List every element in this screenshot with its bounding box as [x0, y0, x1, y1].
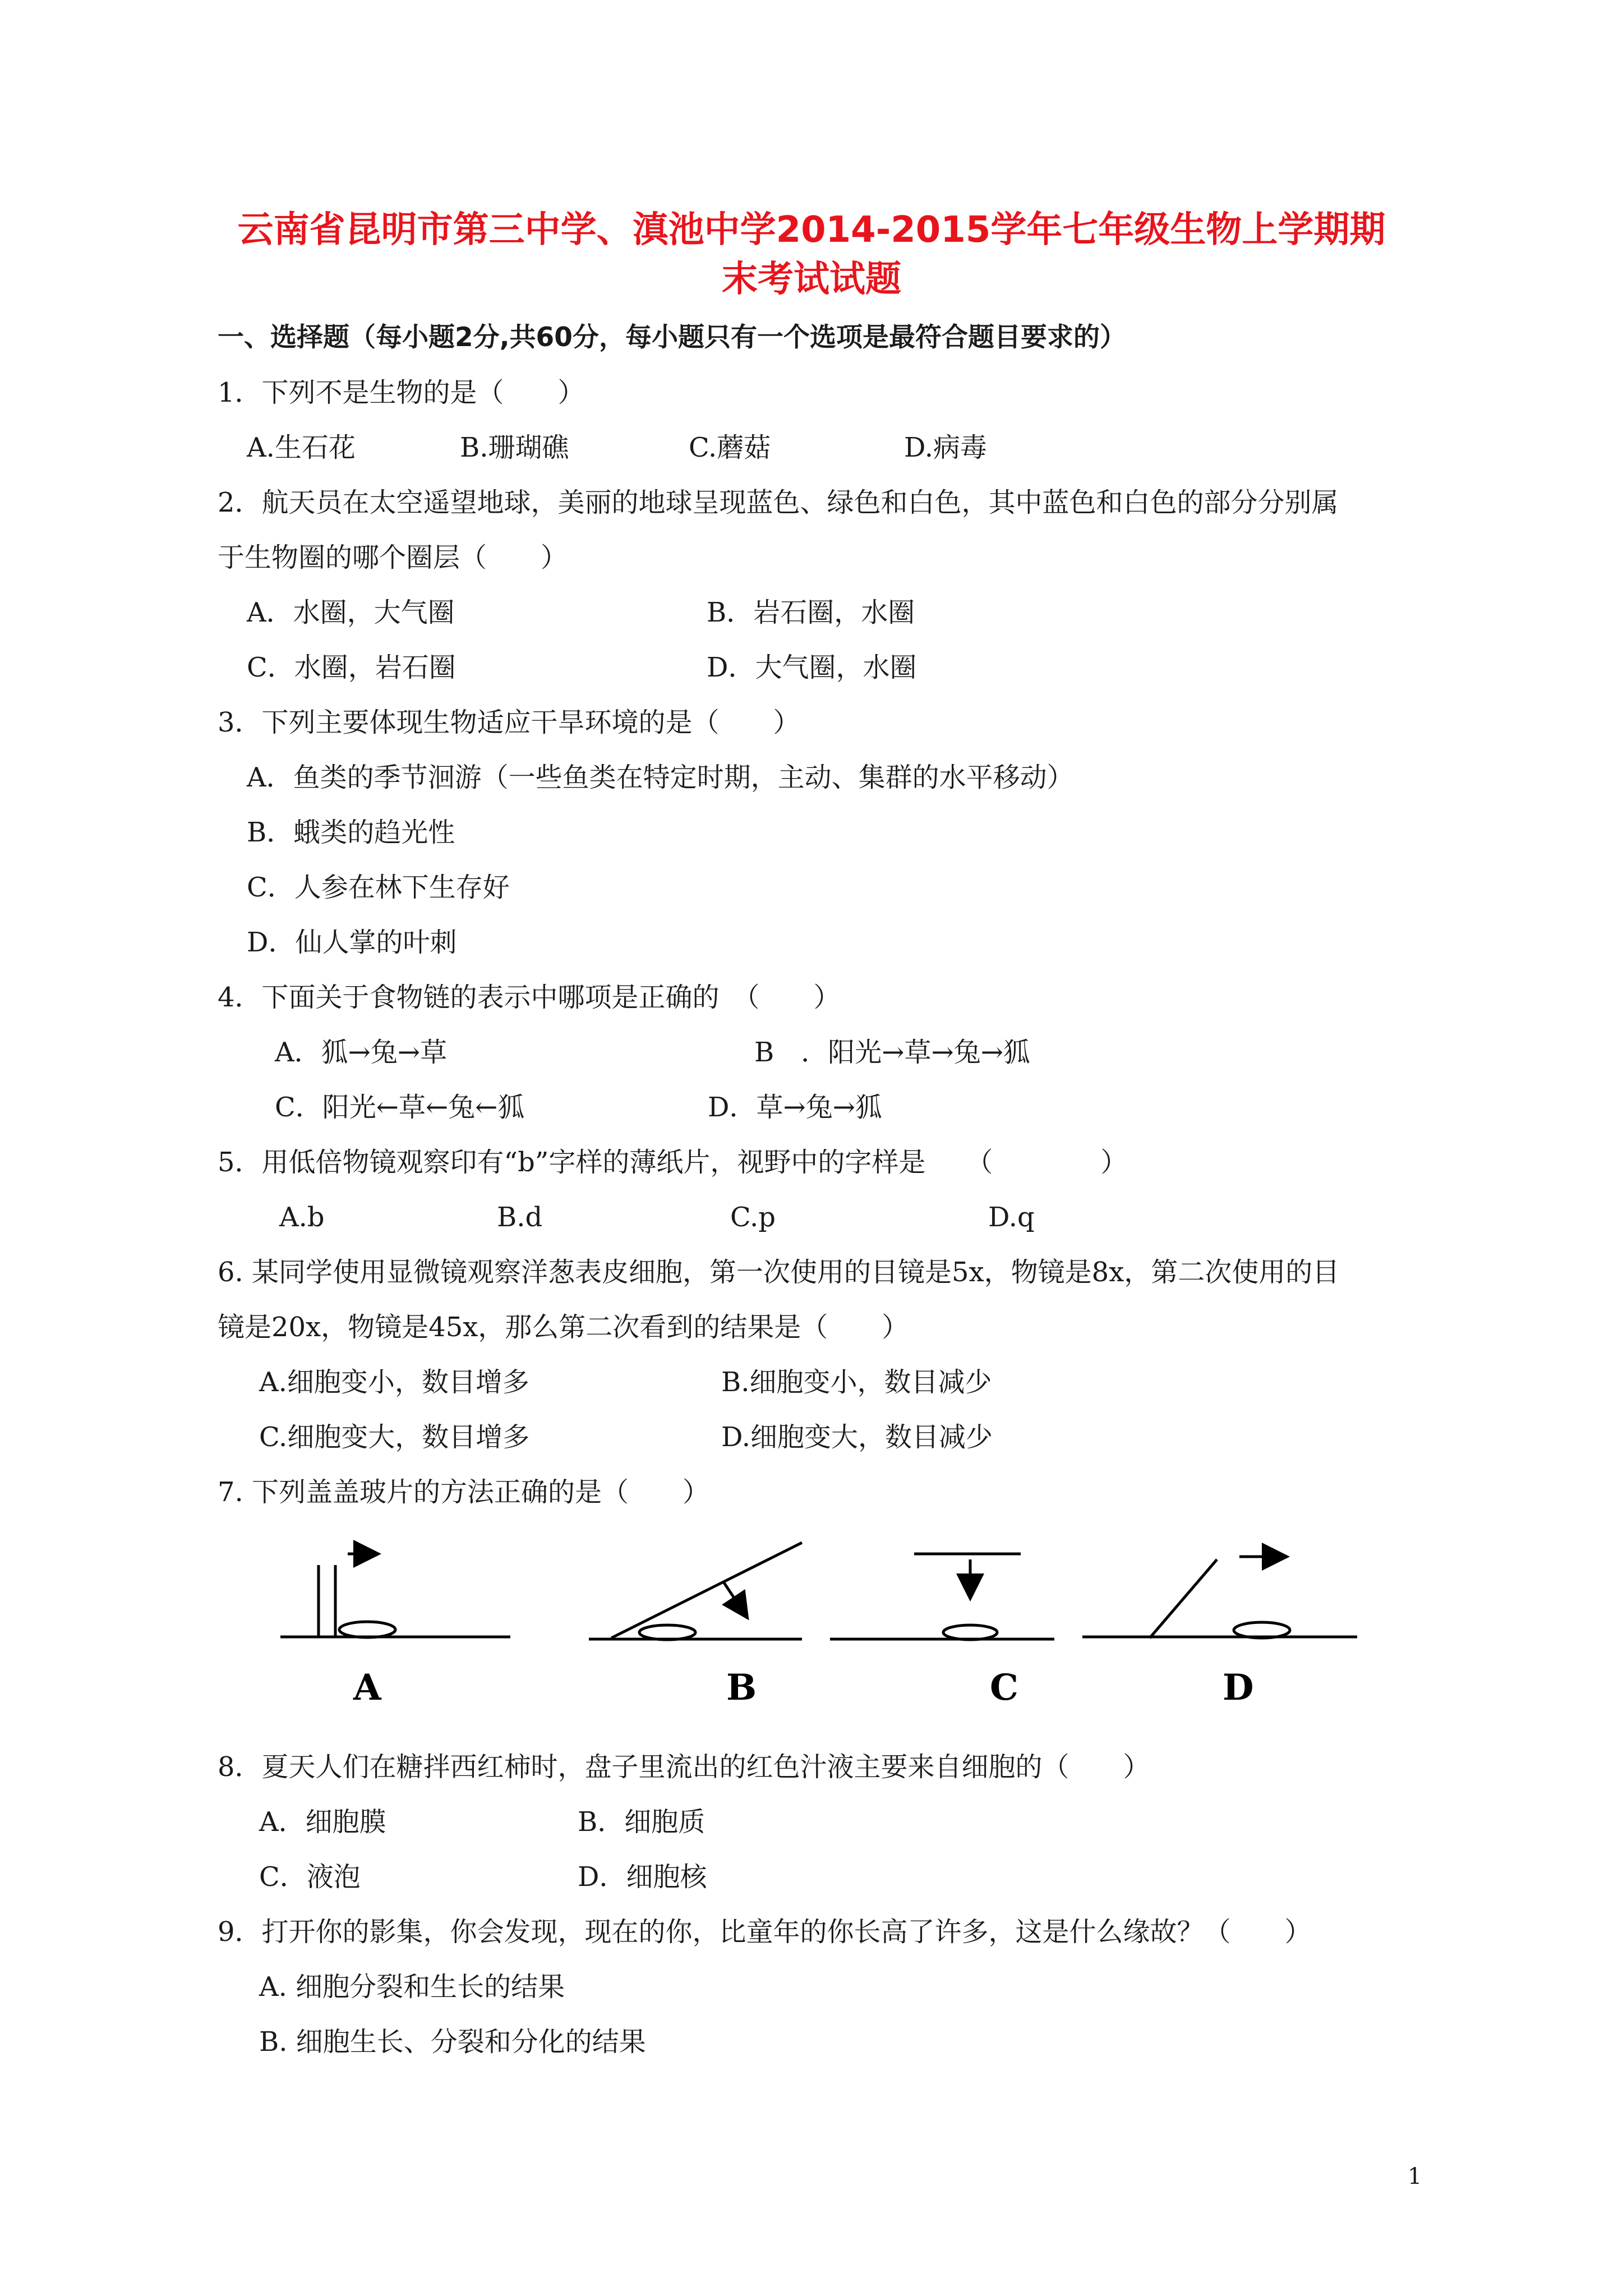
q8-option-b: B．细胞质	[578, 1806, 706, 1838]
question-5-stem: 5．用低倍物镜观察印有“b”字样的薄纸片，视野中的字样是 （ ）	[218, 1147, 1128, 1178]
page-number: 1	[1408, 2164, 1422, 2189]
section-heading: 一、选择题（每小题2分,共60分，每小题只有一个选项是最符合题目要求的）	[218, 322, 1126, 353]
q2-option-d: D．大气圈，水圈	[707, 652, 917, 683]
q8-option-a: A．细胞膜	[259, 1806, 386, 1838]
q6-option-d: D.细胞变大，数目减少	[721, 1421, 993, 1453]
q2-option-a: A．水圈，大气圈	[247, 597, 455, 628]
question-4-stem: 4．下面关于食物链的表示中哪项是正确的 （ ）	[218, 982, 841, 1013]
figure-label-a: A	[353, 1667, 381, 1709]
q4-option-b: B ．阳光→草→兔→狐	[754, 1037, 1030, 1068]
question-8-stem: 8．夏天人们在糖拌西红柿时，盘子里流出的红色汁液主要来自细胞的（ ）	[218, 1751, 1150, 1783]
q9-option-b: B. 细胞生长、分裂和分化的结果	[259, 2026, 646, 2058]
q4-option-c: C．阳光←草←兔←狐	[275, 1092, 525, 1123]
question-6-stem-line1: 6. 某同学使用显微镜观察洋葱表皮细胞，第一次使用的目镜是5x，物镜是8x，第二次使用的目	[218, 1257, 1340, 1288]
question-3-stem: 3．下列主要体现生物适应干旱环境的是（ ）	[218, 707, 800, 738]
q5-option-c: C.p	[730, 1202, 776, 1233]
q3-option-a: A．鱼类的季节洄游（一些鱼类在特定时期，主动、集群的水平移动）	[247, 762, 1074, 793]
q5-option-a: A.b	[279, 1202, 325, 1233]
figure-c-drawing	[830, 1554, 1054, 1640]
q4-option-d: D．草→兔→狐	[708, 1092, 882, 1123]
figure-label-c: C	[990, 1667, 1018, 1709]
question-2-stem-line2: 于生物圈的哪个圈层（ ）	[218, 542, 568, 573]
figure-b-drawing	[589, 1543, 802, 1640]
q8-option-d: D．细胞核	[578, 1861, 707, 1893]
q1-option-c: C.蘑菇	[689, 432, 771, 463]
q4-option-a: A．狐→兔→草	[275, 1037, 448, 1068]
q2-option-b: B．岩石圈，水圈	[707, 597, 915, 628]
question-9-stem: 9．打开你的影集，你会发现，现在的你，比童年的你长高了许多，这是什么缘故？（ ）	[218, 1916, 1312, 1948]
page-title-line2: 末考试试题	[722, 259, 901, 300]
q1-option-d: D.病毒	[904, 432, 988, 463]
q3-option-c: C．人参在林下生存好	[247, 872, 510, 903]
q3-option-d: D．仙人掌的叶刺	[247, 927, 457, 958]
q6-option-a: A.细胞变小，数目增多	[259, 1366, 529, 1398]
q6-option-c: C.细胞变大，数目增多	[259, 1421, 530, 1453]
q3-option-b: B．蛾类的趋光性	[247, 817, 455, 848]
q6-option-b: B.细胞变小，数目减少	[721, 1366, 992, 1398]
q5-option-b: B.d	[497, 1202, 543, 1233]
q1-option-b: B.珊瑚礁	[460, 432, 569, 463]
figure-d-drawing	[1082, 1557, 1357, 1638]
figure-label-b: B	[726, 1667, 757, 1709]
question-7-stem: 7. 下列盖盖玻片的方法正确的是（ ）	[218, 1476, 710, 1508]
q2-option-c: C．水圈，岩石圈	[247, 652, 456, 683]
question-2-stem-line1: 2．航天员在太空遥望地球，美丽的地球呈现蓝色、绿色和白色，其中蓝色和白色的部分分别属	[218, 487, 1339, 518]
q8-option-c: C．液泡	[259, 1861, 361, 1893]
question-1-stem: 1．下列不是生物的是（ ）	[218, 377, 585, 408]
q9-option-a: A. 细胞分裂和生长的结果	[259, 1971, 565, 2003]
figure-a-drawing	[280, 1554, 510, 1637]
coverslip-figure	[275, 1526, 1363, 1717]
figure-label-d: D	[1223, 1667, 1254, 1709]
q1-option-a: A.生石花	[247, 432, 356, 463]
q5-option-d: D.q	[988, 1202, 1035, 1233]
page-title-line1: 云南省昆明市第三中学、滇池中学2014-2015学年七年级生物上学期期	[237, 209, 1386, 251]
question-6-stem-line2: 镜是20x，物镜是45x，那么第二次看到的结果是（ ）	[218, 1312, 909, 1343]
